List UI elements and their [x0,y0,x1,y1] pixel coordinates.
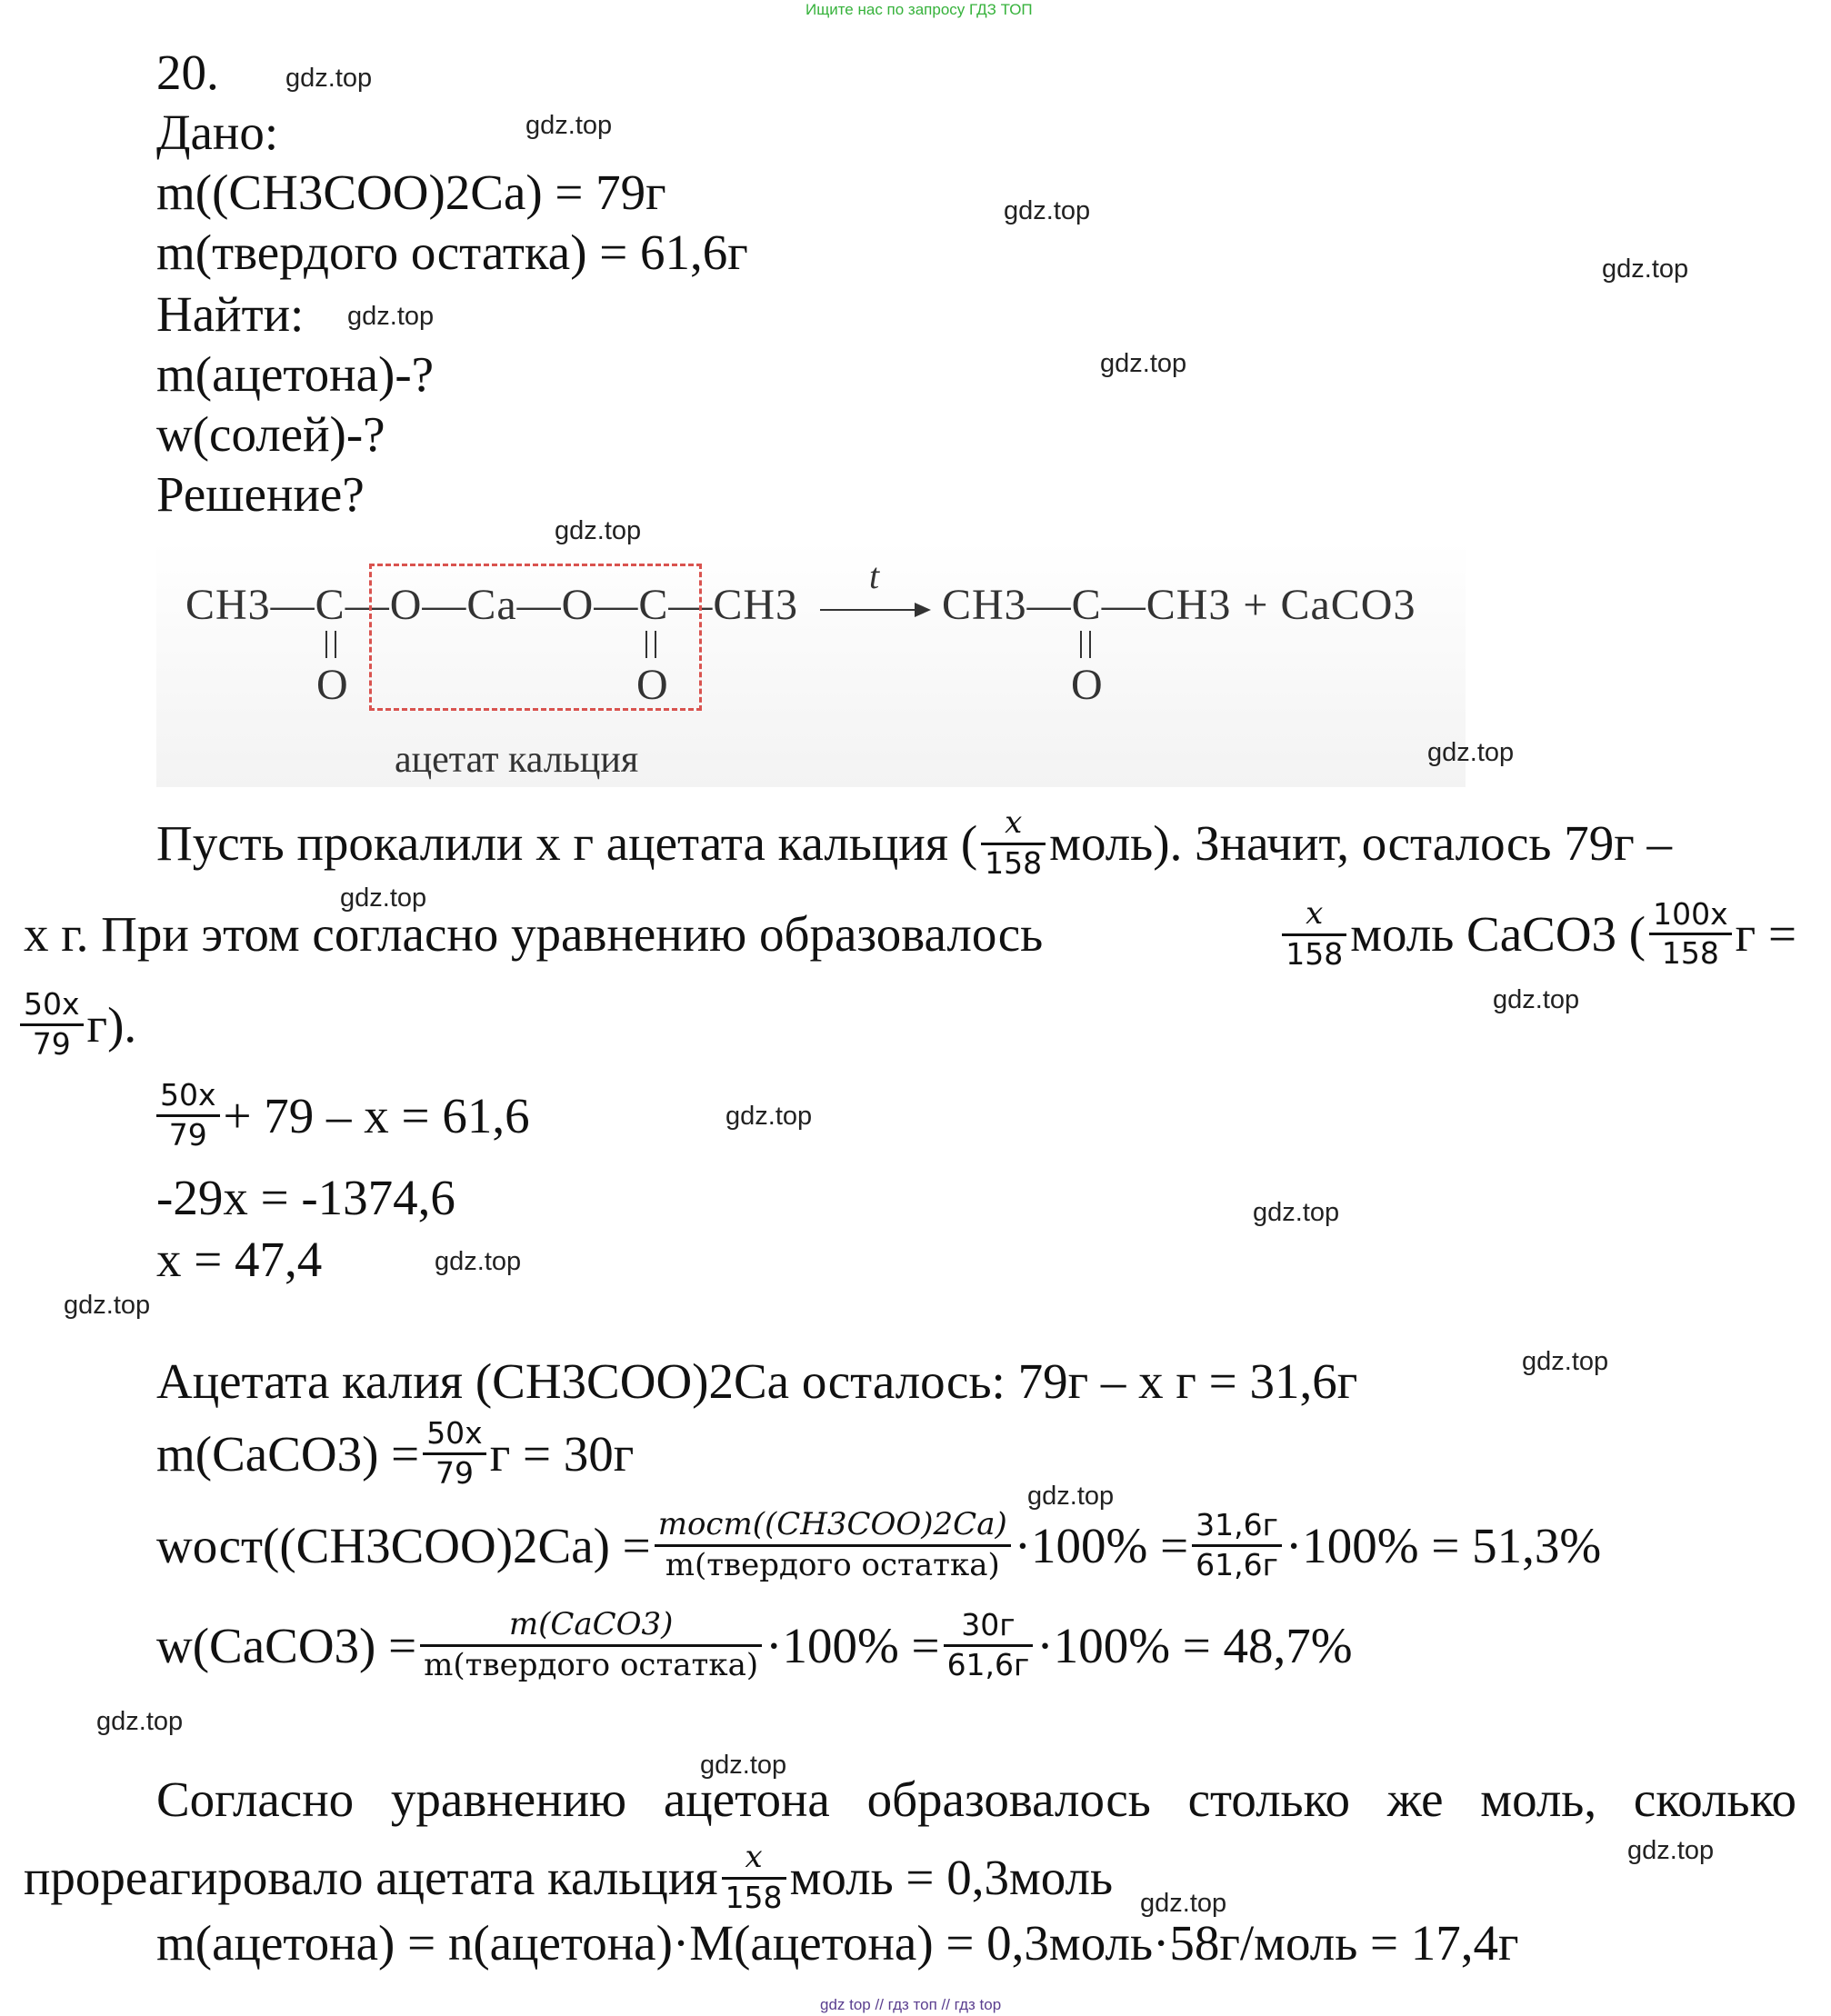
final-answer: m(ацетона) = n(ацетона)·M(ацетона) = 0,3моль·58г/моль = 17,4г [156,1915,1519,1971]
scheme-product: CH3—C—CH3 + CaCO3 [942,581,1416,629]
watermark: gdz.top [725,1102,813,1131]
fraction-x-over-158-c: $\frac{x}{158}$ [722,1841,786,1913]
watermark: gdz.top [1427,738,1515,767]
result-caco3-mass: m(CaCO3) = $\frac{50x}{79}$ г = 30г [156,1415,635,1491]
paragraph1-part3: x г. При этом согласно уравнению образовалось [24,906,1044,963]
footer-note: gdz top // гдз топ // гдз top [820,1996,1002,2013]
equation-2: -29x = -1374,6 [156,1170,455,1225]
scheme-double-bond-3 [1080,631,1091,658]
watermark: gdz.top [1027,1482,1115,1511]
scheme-caption: ацетат кальция [395,739,639,781]
watermark: gdz.top [64,1291,151,1320]
watermark: gdz.top [555,516,642,545]
watermark: gdz.top [1004,196,1091,225]
find-label: Найти: [156,286,305,342]
given-mass-acetate: m((CH3COO)2Ca) = 79г [156,165,666,220]
equation-1 [153,1077,530,1153]
scheme-arrow [820,609,920,611]
scheme-double-bond-1 [325,631,336,658]
result-remaining-acetate: Ацетата калия (CH3COO)2Ca осталось: 79г – x г = 31,6г [156,1353,1358,1409]
fraction-50x-over-79-b: $\frac{50x}{79}$ [156,1080,220,1151]
watermark: gdz.top [525,111,613,140]
scheme-double-bond-2 [645,631,656,658]
fraction-50x-over-79-c: $\frac{50x}{79}$ [423,1418,486,1489]
fraction-x-over-158: $\frac{x}{158}$ [981,807,1046,879]
result-caco3-fraction: w(CaCO3) = $\frac{\text{m(CaCO3)}}{\text{m(твердого остатка)}}$ ·100% = $\frac{30г}{61,6г}$ ·100% = 48,7% [156,1606,1353,1683]
scheme-arrow-head [915,603,931,617]
paragraph1-line1 [156,804,1796,881]
fraction-50x-over-79: $\frac{50x}{79}$ [20,989,84,1060]
header-note: Ищите нас по запросу ГДЗ ТОП [805,1,1033,18]
scheme-oxygen-1: O [316,661,348,709]
paragraph2-line1: Согласно уравнению ацетона образовалось столько же моль, сколько [156,1771,1796,1827]
fraction-caco3-over-residue: $\frac{\text{m(CaCO3)}}{\text{m(твердого остатка)}}$ [420,1609,762,1682]
equation-1-rest: + 79 – x = 61,6 [223,1087,530,1143]
fraction-100x-over-158: $\frac{100x}{158}$ [1649,899,1732,970]
watermark: gdz.top [285,64,373,93]
watermark: gdz.top [347,302,435,331]
fraction-x-over-158-b: $\frac{x}{158}$ [1282,898,1346,970]
equation-3: x = 47,4 [156,1232,323,1287]
paragraph1-line3 [20,986,137,1062]
paragraph1-part2: моль). Значит, осталось 79г – [1049,815,1673,872]
scheme-arrow-label: t [869,555,880,596]
watermark: gdz.top [1140,1889,1227,1918]
given-mass-residue: m(твердого остатка) = 61,6г [156,225,748,280]
watermark: gdz.top [435,1247,522,1276]
scheme-reactant: CH3—C—O—Ca—O—C—CH3 [185,581,799,629]
result-acetate-fraction: wост((CH3COO)2Ca) = $\frac{\text{mост((CH3COO)2Ca)}}{\text{m(твердого остатка)}}$ ·100% = $\frac{31,6г}{61,6г}$ ·100% = 51,3% [156,1506,1602,1583]
watermark: gdz.top [1100,349,1187,378]
paragraph1-part4: моль CaCO3 ( [1350,906,1646,963]
solution-label: Решение? [156,466,365,522]
watermark: gdz.top [1253,1198,1340,1227]
paragraph1-part1: Пусть прокалили x г ацетата кальция ( [156,815,978,872]
task-number: 20. [156,45,219,100]
find-salt-fraction: w(солей)-? [156,406,385,462]
find-acetone-mass: m(ацетона)-? [156,346,435,402]
paragraph1-part6: г). [86,996,137,1053]
given-label: Дано: [156,105,279,160]
paragraph2-line2: прореагировало ацетата кальция $\frac{x}{158}$ моль = 0,3моль [24,1839,1114,1915]
watermark: gdz.top [1522,1347,1609,1376]
watermark: gdz.top [1493,985,1580,1014]
fraction-acetate-over-residue: $\frac{\text{mост((CH3COO)2Ca)}}{\text{m(твердого остатка)}}$ [655,1509,1011,1582]
paragraph1-line2 [24,895,1796,972]
watermark: gdz.top [340,883,427,913]
watermark: gdz.top [96,1707,184,1736]
watermark: gdz.top [1602,254,1689,284]
fraction-31-6-over-61-6: $\frac{31,6г}{61,6г}$ [1192,1510,1282,1581]
watermark: gdz.top [700,1751,787,1780]
scheme-oxygen-2: O [636,661,668,709]
reaction-scheme [156,542,1466,787]
watermark: gdz.top [1627,1836,1715,1865]
scheme-oxygen-3: O [1071,661,1103,709]
paragraph1-part5: г = [1735,906,1796,963]
fraction-30-over-61-6: $\frac{30г}{61,6г}$ [944,1610,1034,1681]
